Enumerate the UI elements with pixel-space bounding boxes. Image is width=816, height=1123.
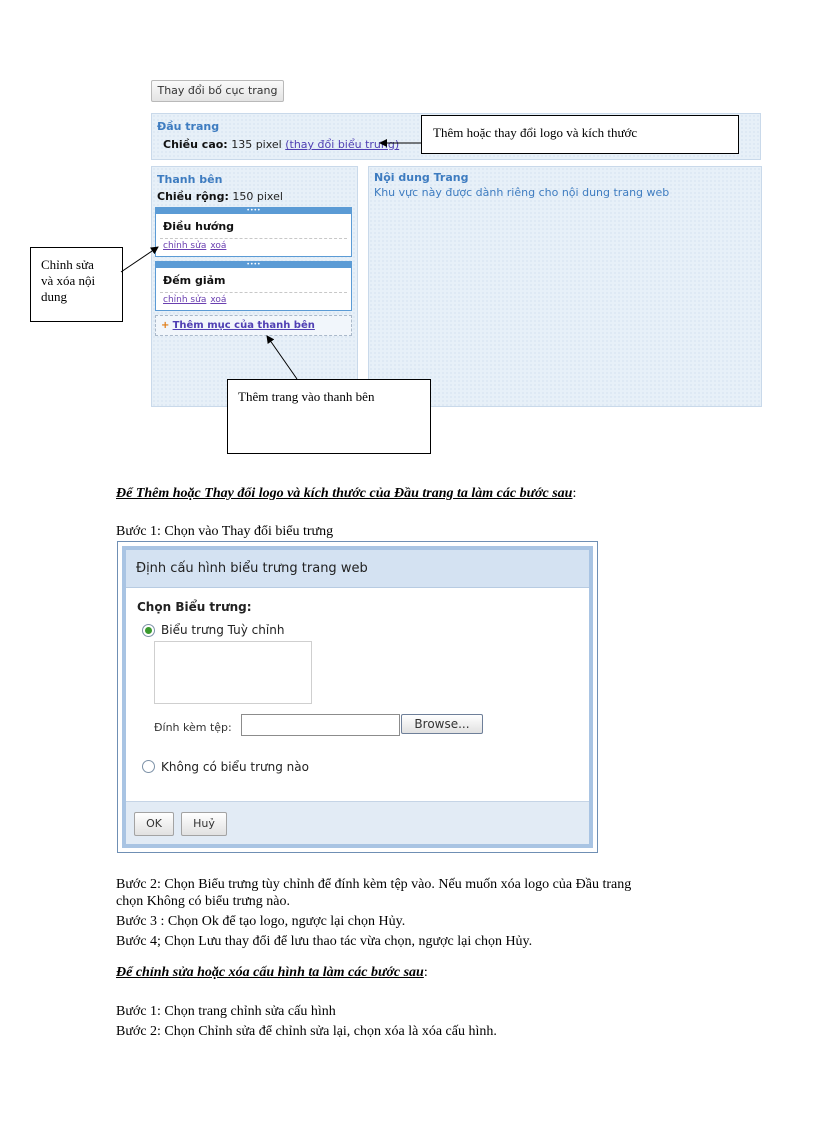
heading-logo	[116, 486, 576, 502]
content-title: Nội dung Trang	[374, 171, 469, 184]
step-2-line-2: chọn Không có biểu trưng nào.	[116, 894, 290, 909]
heading-colon: :	[572, 486, 577, 501]
header-title: Đầu trang	[157, 120, 220, 133]
drag-handle[interactable]: ••••	[156, 208, 351, 214]
edit-link[interactable]: chỉnh sửa	[163, 295, 207, 305]
logo-preview	[154, 641, 312, 704]
step-2-line-1: Bước 2: Chọn Biểu trưng tùy chỉnh để đính kèm tệp vào. Nếu muốn xóa logo của Đầu trang	[116, 877, 632, 892]
width-label: Chiều rộng:	[157, 190, 229, 203]
heading-config-text: Để chỉnh sửa hoặc xóa cấu hình ta làm các bước sau	[116, 965, 424, 980]
option-custom-label: Biểu trưng Tuỳ chỉnh	[161, 623, 285, 637]
radio-no-logo[interactable]	[142, 760, 155, 773]
edit-link[interactable]: chỉnh sửa	[163, 241, 207, 251]
arrow-edit	[121, 247, 158, 272]
change-layout-button[interactable]: Thay đổi bố cục trang	[151, 80, 284, 102]
add-sidebar-item-link[interactable]: Thêm mục của thanh bên	[172, 320, 315, 331]
attach-file-label: Đính kèm tệp:	[154, 721, 232, 734]
gadget-name: Đếm giảm	[163, 274, 226, 287]
cancel-button[interactable]: Huỷ	[181, 812, 227, 836]
heading-logo-text: Để Thêm hoặc Thay đổi logo và kích thước của Đầu trang ta làm các bước sau	[116, 486, 573, 501]
config-step-2: Bước 2: Chọn Chỉnh sửa để chỉnh sửa lại, chọn xóa là xóa cấu hình.	[116, 1024, 497, 1039]
callout-edit-line: dung	[41, 289, 67, 304]
choose-logo-label: Chọn Biểu trưng:	[137, 600, 252, 614]
step-3: Bước 3 : Chọn Ok để tạo logo, ngược lại chọn Hủy.	[116, 914, 406, 929]
delete-link[interactable]: xoá	[210, 295, 227, 305]
option-none-label: Không có biểu trưng nào	[161, 760, 309, 774]
drag-handle[interactable]: ••••	[156, 262, 351, 268]
radio-custom-logo[interactable]	[142, 624, 155, 637]
config-steps	[116, 1002, 497, 1042]
steps-block	[116, 875, 631, 952]
sidebar-title: Thanh bên	[157, 173, 223, 186]
content-desc: Khu vực này được dành riêng cho nội dung trang web	[374, 186, 670, 199]
dialog-title: Định cấu hình biểu trưng trang web	[126, 550, 589, 588]
heading-colon: :	[423, 965, 428, 980]
ok-button[interactable]: OK	[134, 812, 174, 836]
logo-config-dialog	[117, 541, 598, 853]
browse-button[interactable]: Browse...	[401, 714, 483, 734]
arrow-sidebar	[267, 336, 297, 379]
plus-icon: +	[161, 320, 170, 331]
step-4: Bước 4; Chọn Lưu thay đổi để lưu thao tác vừa chọn, ngược lại chọn Hủy.	[116, 934, 533, 949]
callout-arrows	[0, 0, 816, 470]
height-value: 135 pixel	[231, 138, 282, 151]
delete-link[interactable]: xoá	[210, 241, 227, 251]
change-logo-link[interactable]: (thay đổi biểu trưng)	[285, 138, 400, 151]
width-value: 150 pixel	[232, 190, 283, 203]
height-label: Chiều cao:	[163, 138, 228, 151]
callout-edit-line: Chỉnh sửa	[41, 257, 94, 272]
callout-sidebar-text: Thêm trang vào thanh bên	[238, 389, 375, 404]
gadget-name: Điều hướng	[163, 220, 235, 233]
callout-edit-line: và xóa nội	[41, 273, 96, 288]
callout-logo-text: Thêm hoặc thay đổi logo và kích thước	[433, 125, 638, 140]
file-path-input[interactable]	[241, 714, 400, 736]
config-step-1: Bước 1: Chọn trang chỉnh sửa cấu hình	[116, 1004, 336, 1019]
step-1: Bước 1: Chọn vào Thay đổi biểu trưng	[116, 524, 334, 539]
dialog-footer	[126, 801, 589, 844]
heading-config	[116, 965, 428, 981]
